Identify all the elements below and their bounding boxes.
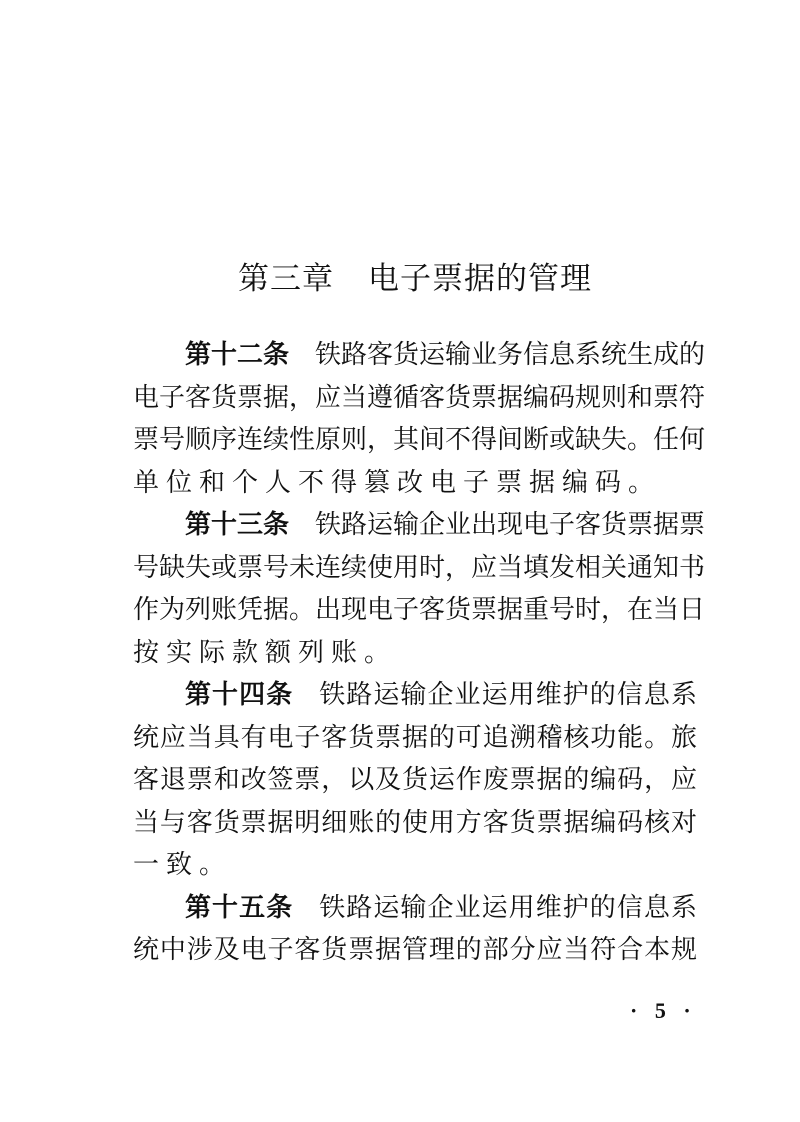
article-line: 当与客货票据明细账的使用方客货票据编码核对: [133, 807, 697, 838]
article-line: 按实际款额列账。: [133, 637, 398, 668]
article-line: 电子客货票据，应当遵循客货票据编码规则和票符: [133, 382, 706, 413]
article-line: 客退票和改签票，以及货运作废票据的编码，应: [133, 765, 697, 795]
article-line: 票号顺序连续性原则，其间不得间断或缺失。任何: [133, 425, 706, 455]
article-line: [133, 674, 697, 717]
article-line: 统中涉及电子客货票据管理的部分应当符合本规: [133, 935, 697, 965]
article-line: [133, 504, 706, 547]
article-12: [133, 334, 706, 504]
article-text: 铁路运输企业运用维护的信息系: [319, 892, 697, 923]
article-line: 一致。: [133, 850, 233, 880]
article-line: 号缺失或票号未连续使用时，应当填发相关通知书: [133, 552, 706, 583]
article-line: 统应当具有电子客货票据的可追溯稽核功能。旅: [133, 722, 697, 753]
article-13: [133, 504, 706, 674]
chapter-heading: 电子票据的管理: [368, 261, 592, 297]
page-number: · 5 ·: [630, 998, 697, 1023]
article-text: 铁路运输企业运用维护的信息系: [319, 680, 697, 710]
chapter-number: 第三章: [238, 261, 334, 297]
article-line: [133, 887, 697, 930]
article-label: 第十三条: [185, 510, 290, 540]
article-15: [133, 887, 697, 972]
document-body: [133, 334, 706, 972]
article-text: 铁路客货运输业务信息系统生成的: [315, 340, 706, 370]
article-line: [133, 334, 706, 377]
article-line: 单位和个人不得篡改电子票据编码。: [133, 467, 662, 498]
article-label: 第十四条: [185, 680, 294, 710]
article-label: 第十二条: [185, 340, 290, 370]
chapter-title: [0, 253, 800, 298]
article-14: [133, 674, 697, 887]
article-label: 第十五条: [185, 892, 294, 923]
article-line: 作为列账凭据。出现电子客货票据重号时，在当日: [133, 595, 706, 625]
article-text: 铁路运输企业出现电子客货票据票: [315, 510, 706, 540]
